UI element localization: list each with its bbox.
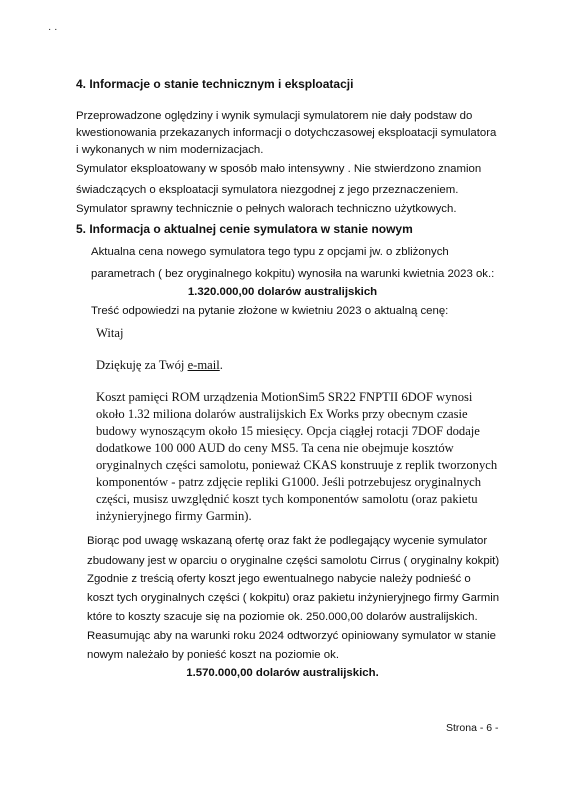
section-5-line: Biorąc pod uwagę wskazaną ofertę oraz fakt że podlegający wycenie symulator xyxy=(87,535,488,547)
section-5-line: zbudowany jest w oparciu o oryginalne części samolotu Cirrus ( oryginalny kokpit) xyxy=(87,555,500,567)
letter-thanks-end: . xyxy=(219,358,223,372)
letter-line: komponentów - patrz zdjęcie repliki G1000. Jeśli potrzebujesz oryginalnych xyxy=(96,475,482,489)
price-final: 1.570.000,00 dolarów australijskich. xyxy=(186,667,379,679)
section-4-line: Przeprowadzone oględziny i wynik symulacji symulatorem nie dały podstaw do xyxy=(76,110,473,122)
section-5-line: Reasumując aby na warunki roku 2024 odtworzyć opiniowany symulator w stanie xyxy=(87,630,497,642)
section-5-line: Aktualna cena nowego symulatora tego typu z opcjami jw. o zbliżonych xyxy=(91,246,449,258)
letter-line: około 1.32 miliona dolarów australijskich Ex Works przy obecnym czasie xyxy=(96,407,468,421)
letter-line: oryginalnych części samolotu, ponieważ CKAS konstruuje z replik tworzonych xyxy=(96,458,498,472)
section-4-heading: 4. Informacje o stanie technicznym i eksploatacji xyxy=(76,77,354,91)
price-new-simulator: 1.320.000,00 dolarów australijskich xyxy=(187,286,378,298)
section-5-line: Zgodnie z treścią oferty koszt jego ewentualnego nabycie należy podnieść o xyxy=(87,573,471,585)
letter-greeting: Witaj xyxy=(96,326,124,340)
letter-thanks-text: Dziękuję za Twój xyxy=(96,358,185,372)
section-4-line: Symulator sprawny technicznie o pełnych walorach techniczno użytkowych. xyxy=(76,203,457,215)
section-4-line: Symulator eksploatowany w sposób mało intensywny . Nie stwierdzono znamion xyxy=(76,163,482,175)
letter-line: budowy wynoszącym około 15 miesięcy. Opcja ciągłej rotacji 7DOF dodaje xyxy=(96,424,480,438)
section-5-line: koszt tych oryginalnych części ( kokpitu) oraz pakietu inżynieryjnego firmy Garmin xyxy=(87,592,500,604)
page-footer: Strona - 6 - xyxy=(446,722,499,734)
section-5-line: parametrach ( bez oryginalnego kokpitu) wynosiła na warunki kwietnia 2023 ok.: xyxy=(91,268,495,280)
section-4-line: i wykonanych w nim modernizacjach. xyxy=(76,144,264,156)
section-5-heading: 5. Informacja o aktualnej cenie symulatora w stanie nowym xyxy=(76,222,413,236)
scan-mark: · · xyxy=(48,24,58,35)
letter-line: Koszt pamięci ROM urządzenia MotionSim5 SR22 FNPTII 6DOF wynosi xyxy=(96,390,473,404)
section-4-line: świadczących o eksploatacji symulatora niezgodnej z jego przeznaczeniem. xyxy=(76,184,459,196)
section-4-line: kwestionowania przekazanych informacji o dotychczasowej eksploatacji symulatora xyxy=(76,127,497,139)
letter-line: inżynieryjnego firmy Garmin). xyxy=(96,509,252,523)
letter-thanks xyxy=(96,358,223,373)
letter-thanks-email: e-mail xyxy=(187,358,220,372)
letter-line: części, musisz uwzględnić koszt tych komponentów samolotu (oraz pakietu xyxy=(96,492,478,506)
letter-line: dodatkowe 100 000 AUD do ceny MS5. Ta cena nie obejmuje kosztów xyxy=(96,441,454,455)
section-5-line: Treść odpowiedzi na pytanie złożone w kwietniu 2023 o aktualną cenę: xyxy=(91,305,449,317)
section-5-line: nowym należało by ponieść koszt na poziomie ok. xyxy=(87,649,339,661)
section-5-line: które to koszty szacuje się na poziomie ok. 250.000,00 dolarów australijskich. xyxy=(87,611,478,623)
